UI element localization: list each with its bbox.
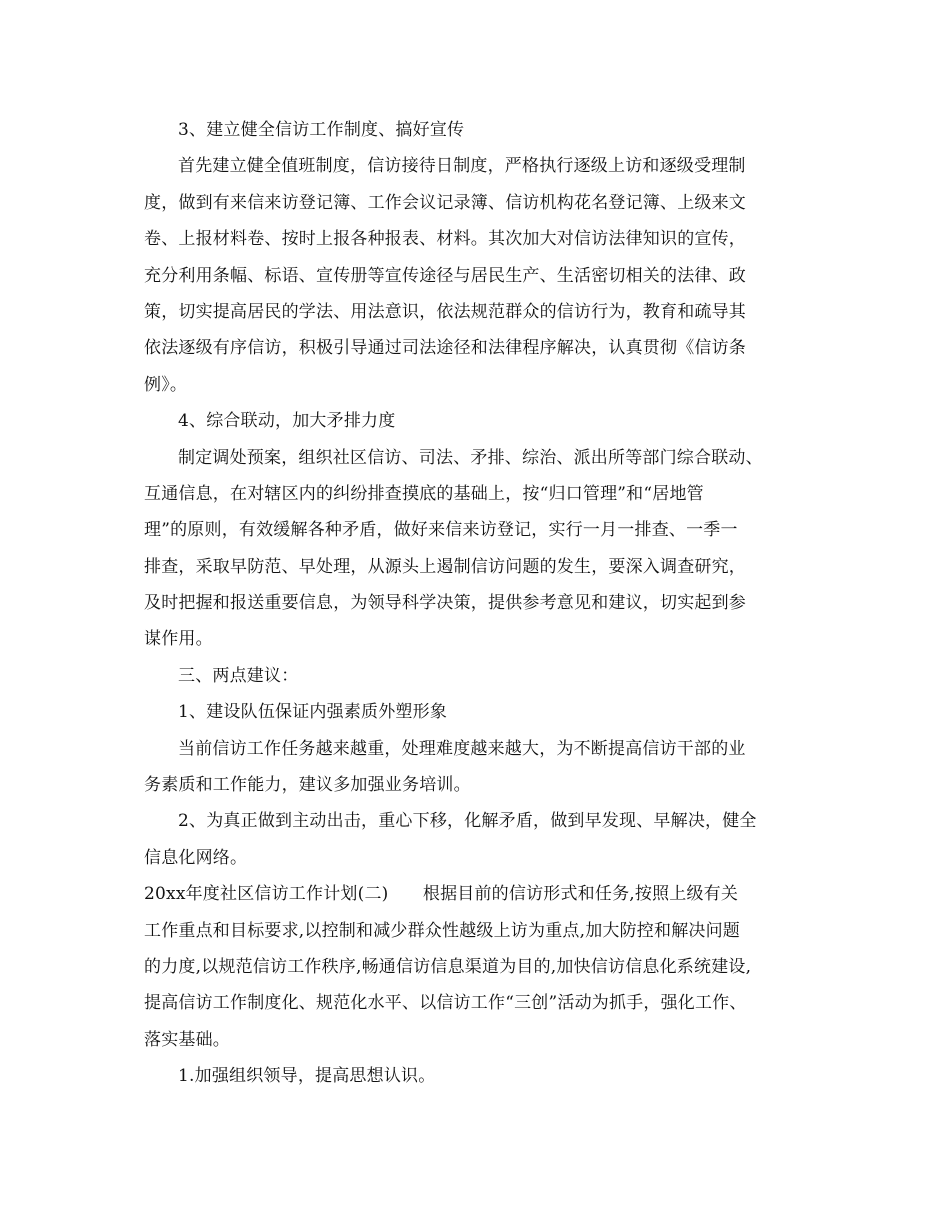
paragraph-line-indented: 三、两点建议： — [178, 665, 299, 686]
paragraph-line: 例》。 — [144, 374, 188, 395]
paragraph-line: 卷、上报材料卷、按时上报各种报表、材料。其次加大对信访法律知识的宣传， — [144, 229, 746, 250]
paragraph-line: 20xx年度社区信访工作计划(二) 根据目前的信访形式和任务,按照上级有关 — [144, 884, 739, 905]
paragraph-line-indented: 当前信访工作任务越来越重，处理难度越来越大，为不断提高信访干部的业 — [178, 738, 746, 759]
paragraph-line: 务素质和工作能力，建议多加强业务培训。 — [144, 775, 471, 796]
paragraph-line: 依法逐级有序信访，积极引导通过司法途径和法律程序解决，认真贯彻《信访条 — [144, 338, 746, 359]
paragraph-line: 充分利用条幅、标语、宣传册等宣传途径与居民生产、生活密切相关的法律、政 — [144, 265, 746, 286]
paragraph-line: 策，切实提高居民的学法、用法意识，依法规范群众的信访行为，教育和疏导其 — [144, 301, 746, 322]
paragraph-line-indented: 3、建立健全信访工作制度、搞好宣传 — [178, 120, 465, 140]
paragraph-line: 的力度,以规范信访工作秩序,畅通信访信息渠道为目的,加快信访信息化系统建设, — [144, 956, 752, 977]
paragraph-line: 落实基础。 — [144, 1029, 230, 1050]
paragraph-line: 及时把握和报送重要信息，为领导科学决策，提供参考意见和建议，切实起到参 — [144, 593, 746, 614]
paragraph-line: 信息化网络。 — [144, 847, 248, 868]
paragraph-line-indented: 1、建设队伍保证内强素质外塑形象 — [178, 702, 448, 723]
paragraph-line-indented: 制定调处预案，组织社区信访、司法、矛排、综治、派出所等部门综合联动、 — [178, 447, 763, 468]
paragraph-line: 提高信访工作制度化、规范化水平、以信访工作“三创”活动为抓手，强化工作、 — [144, 993, 747, 1014]
paragraph-line-indented: 首先建立健全值班制度，信访接待日制度，严格执行逐级上访和逐级受理制 — [178, 156, 746, 177]
paragraph-line: 排查，采取早防范、早处理，从源头上遏制信访问题的发生，要深入调查研究， — [144, 556, 746, 577]
paragraph-line-indented: 1.加强组织领导，提高思想认识。 — [178, 1066, 436, 1087]
paragraph-line: 度，做到有来信来访登记簿、工作会议记录簿、信访机构花名登记簿、上级来文 — [144, 192, 746, 213]
paragraph-line-indented: 2、为真正做到主动出击，重心下移，化解矛盾，做到早发现、早解决，健全 — [178, 811, 757, 832]
paragraph-line-indented: 4、综合联动，加大矛排力度 — [178, 411, 396, 432]
paragraph-line: 工作重点和目标要求,以控制和减少群众性越级上访为重点,加大防控和解决问题 — [144, 920, 741, 941]
document-body — [144, 112, 824, 1095]
paragraph-line: 理”的原则，有效缓解各种矛盾，做好来信来访登记，实行一月一排查、一季一 — [144, 520, 738, 541]
paragraph-line: 谋作用。 — [144, 629, 213, 650]
paragraph-line: 互通信息，在对辖区内的纠纷排查摸底的基础上，按“归口管理”和“居地管 — [144, 483, 704, 504]
